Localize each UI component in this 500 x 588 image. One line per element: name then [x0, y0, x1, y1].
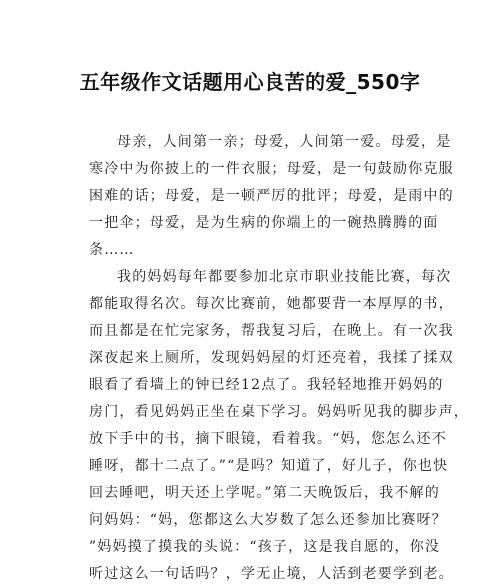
paragraph-2-line-2: 都能取得名次。每次比赛前，她都要背一本厚厚的书，: [89, 296, 454, 312]
paragraph-2-line-6: 房门，看见妈妈正坐在桌下学习。妈妈听见我的脚步声，: [89, 404, 469, 420]
paragraph-1-line-1: 母亲，人间第一亲；母爱，人间第一爱。母爱，是: [117, 134, 452, 150]
article-title: 五年级作文话题用心良苦的爱_550字: [79, 70, 421, 94]
paragraph-2-line-1: 我的妈妈每年都要参加北京市职业技能比赛，每次: [117, 269, 452, 285]
paragraph-2-line-12: 听过这么一句话吗？，学无止境，人活到老要学到老。: [89, 566, 454, 582]
paragraph-1-line-4: 一把伞；母爱，是为生病的你端上的一碗热腾腾的面: [89, 215, 439, 231]
paragraph-2-line-4: 深夜起来上厕所，发现妈妈屋的灯还亮着，我揉了揉双: [89, 350, 454, 366]
paragraph-2-line-5: 眼看了看墙上的钟已经12点了。我轻轻地推开妈妈的: [89, 377, 444, 393]
paragraph-1-line-3: 困难的话；母爱，是一顿严厉的批评；母爱，是雨中的: [89, 188, 454, 204]
paragraph-2-line-11: ”妈妈摸了摸我的头说：“孩子，这是我自愿的，你没: [89, 539, 441, 555]
paragraph-2-line-7: 放下手中的书，摘下眼镜，看着我。“妈，您怎么还不: [89, 431, 447, 447]
article-body: [89, 129, 469, 588]
paragraph-2-line-3: 而且都是在忙完家务，帮我复习后，在晚上。有一次我: [89, 323, 454, 339]
paragraph-1-line-2: 寒冷中为你披上的一件衣服；母爱，是一句鼓励你克服: [89, 161, 454, 177]
paragraph-1-line-5: 条……: [89, 242, 135, 258]
paragraph-2-line-8: 睡呀，都十二点了。”“是吗？知道了，好儿子，你也快: [89, 458, 449, 474]
paragraph-2-line-9: 回去睡吧，明天还上学呢。”第二天晚饭后，我不解的: [89, 485, 440, 501]
paragraph-2-line-10: 问妈妈：“妈，您都这么大岁数了怎么还参加比赛呀？: [89, 512, 447, 528]
